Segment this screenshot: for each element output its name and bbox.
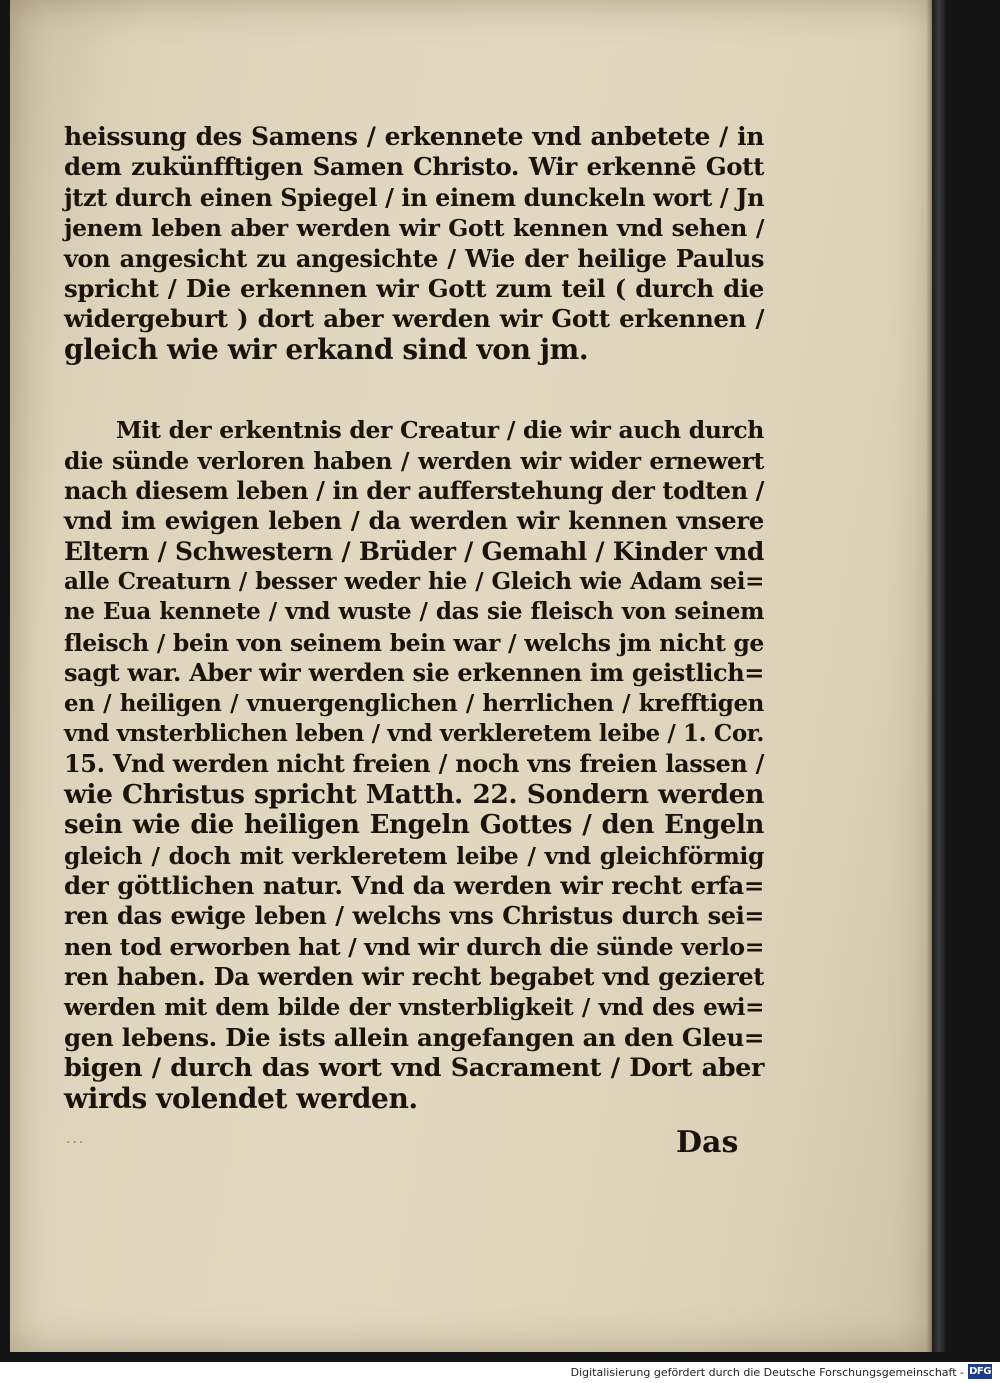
text-line: dem zukünfftigen Samen Christo. Wir erkennē Gott	[64, 152, 764, 182]
text-line: Mit der erkentnis der Creatur / die wir auch durch	[116, 416, 764, 445]
page-fore-edge	[932, 0, 946, 1352]
text-line: vnd vnsterblichen leben / vnd verkleretem leibe / 1. Cor.	[64, 720, 764, 748]
text-line: werden mit dem bilde der vnsterbligkeit / vnd des ewi=	[64, 993, 764, 1021]
text-line: gleich / doch mit verkleretem leibe / vnd gleichförmig	[64, 841, 764, 870]
text-line: sein wie die heiligen Engeln Gottes / den Engeln	[64, 810, 764, 841]
text-line: vnd im ewigen leben / da werden wir kennen vnsere	[64, 506, 764, 536]
text-line: heissung des Samens / erkennete vnd anbetete / in	[64, 122, 764, 151]
text-line: fleisch / bein von seinem bein war / welchs jm nicht ge	[64, 628, 764, 657]
text-line: sagt war. Aber wir werden sie erkennen im geistlich=	[64, 658, 764, 688]
catchword: Das	[676, 1125, 739, 1160]
text-line: bigen / durch das wort vnd Sacrament / Dort aber	[64, 1053, 764, 1084]
text-line: nach diesem leben / in der aufferstehung der todten /	[64, 475, 765, 505]
text-line: wie Christus spricht Matth. 22. Sondern werden	[64, 778, 764, 810]
text-line: widergeburt ) dort aber werden wir Gott erkennen /	[64, 304, 764, 334]
text-line: en / heiligen / vnuergenglichen / herrlichen / krefftigen	[64, 689, 764, 717]
text-line: von angesicht zu angesichte / Wie der heilige Paulus	[64, 243, 764, 273]
text-line: gleich wie wir erkand sind von jm.	[64, 332, 589, 366]
footer-credit: Digitalisierung gefördert durch die Deutsche Forschungsgemeinschaft -	[570, 1366, 964, 1379]
paragraph-gap	[64, 365, 764, 415]
text-line: alle Creaturn / besser weder hie / Gleich wie Adam sei=	[64, 568, 764, 596]
text-line: ren das ewige leben / welchs vns Christus durch sei=	[64, 901, 764, 931]
text-line: der göttlichen natur. Vnd da werden wir recht erfa=	[64, 870, 764, 900]
text-line: 15. Vnd werden nicht freien / noch vns freien lassen /	[64, 749, 764, 779]
text-line: gen lebens. Die ists allein angefangen an den Gleu=	[64, 1022, 764, 1052]
text-line: jenem leben aber werden wir Gott kennen vnd sehen /	[64, 214, 764, 243]
text-line: ren haben. Da werden wir recht begabet vnd gezieret	[64, 962, 764, 992]
paragraph-2	[64, 415, 764, 1114]
dfg-logo: DFG	[969, 1366, 991, 1377]
text-line: spricht / Die erkennen wir Gott zum teil ( durch die	[64, 273, 764, 303]
text-line: Eltern / Schwestern / Brüder / Gemahl / Kinder vnd	[64, 536, 764, 566]
faint-mark: ···	[66, 1135, 86, 1151]
text-line: wirds volendet werden.	[64, 1081, 418, 1115]
text-line: jtzt durch einen Spiegel / in einem dunckeln wort / Jn	[64, 182, 765, 212]
text-line: die sünde verloren haben / werden wir wider ernewert	[64, 446, 764, 475]
text-line: ne Eua kennete / vnd wuste / das sie fleisch von seinem	[64, 598, 764, 626]
paragraph-1	[64, 122, 764, 365]
text-line: nen tod erworben hat / vnd wir durch die sünde verlo=	[64, 932, 764, 961]
text-block	[64, 122, 764, 1114]
